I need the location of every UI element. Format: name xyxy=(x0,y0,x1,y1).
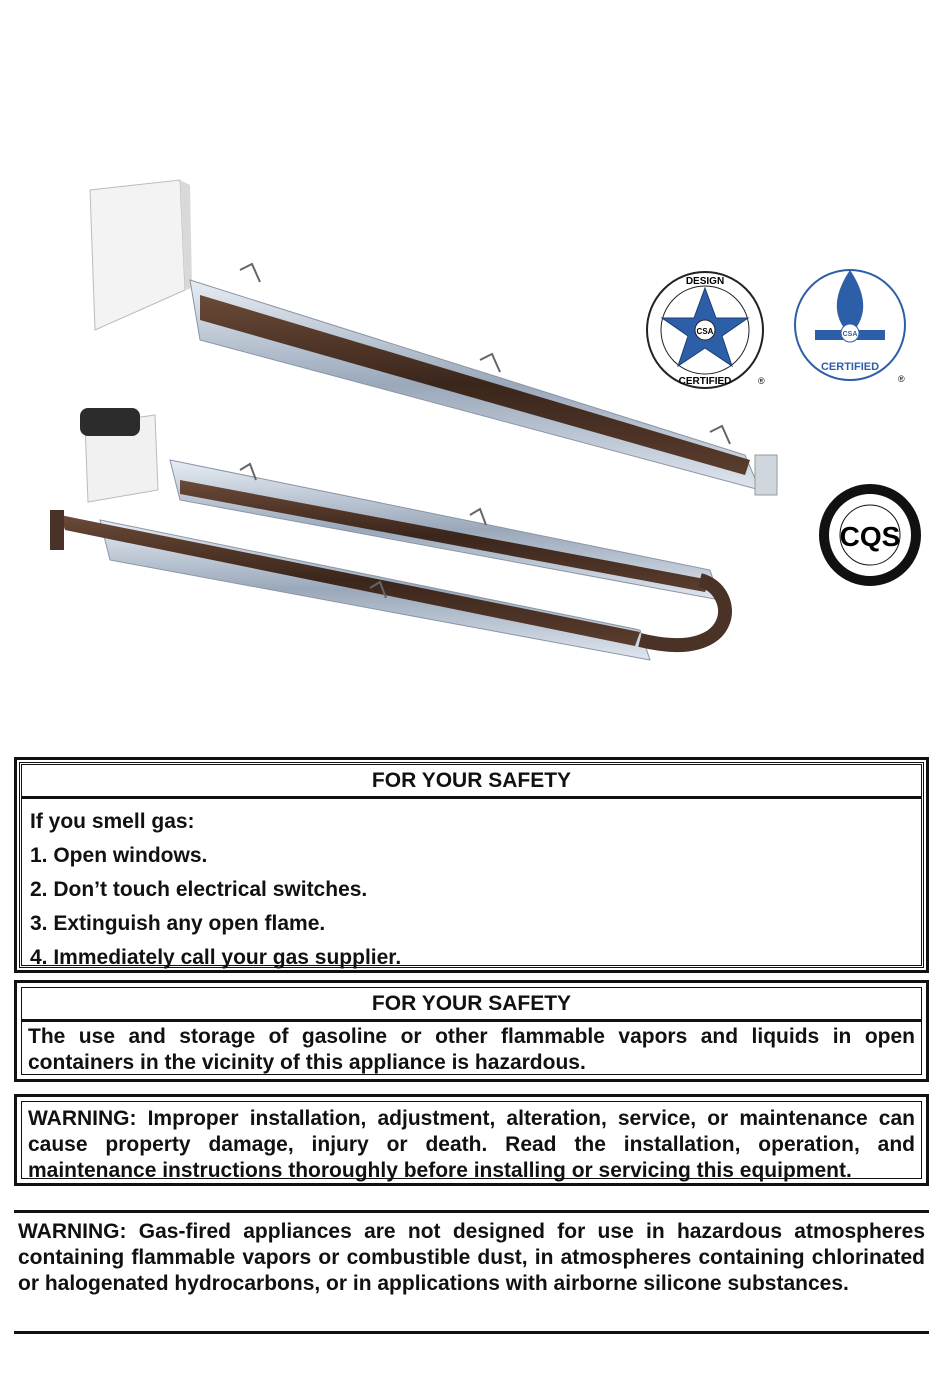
warning-hazardous-atmospheres xyxy=(14,1210,929,1334)
csa-logo-mark: ® xyxy=(898,374,905,384)
safety-heading: FOR YOUR SAFETY xyxy=(22,988,921,1022)
warning-installation xyxy=(14,1094,929,1186)
safety-box-flammable-frame xyxy=(21,987,922,1075)
safety-box-flammable xyxy=(14,980,929,1082)
csa-logo-center: CSA xyxy=(842,331,858,338)
gas-smell-intro: If you smell gas: xyxy=(30,810,195,833)
flammable-notice: The use and storage of gasoline or other flammable vapors and liquids in open containers in the vicinity of this appliance is hazardous. xyxy=(28,1025,915,1074)
design-logo-center: CSA xyxy=(696,327,714,336)
product-illustration xyxy=(40,170,930,710)
cqs-logo xyxy=(824,489,916,581)
gas-smell-instructions xyxy=(22,799,921,975)
instruction-item: 2. Don’t touch electrical switches. xyxy=(30,878,368,901)
warning-installation-frame xyxy=(21,1101,922,1182)
safety-box-gas-smell-frame xyxy=(21,764,922,969)
safety-box-gas-smell xyxy=(14,757,929,973)
warning-hazardous-text: WARNING: Gas-fired appliances are not designed for use in hazardous atmospheres containing flammable vapors or combustible dust, in atmospheres containing chlorinated or halogenated hydrocarbons, or in applications with airborne silicone substances. xyxy=(18,1220,925,1295)
cqs-logo-center: CQS xyxy=(839,521,901,552)
instruction-item: 3. Extinguish any open flame. xyxy=(30,912,326,935)
design-logo-top-text: DESIGN xyxy=(685,276,725,287)
instruction-item: 1. Open windows. xyxy=(30,844,208,867)
design-certified-logo xyxy=(647,272,765,388)
design-logo-mark: ® xyxy=(758,376,765,386)
csa-logo-text: CERTIFIED xyxy=(820,361,880,373)
instruction-item: 4. Immediately call your gas supplier. xyxy=(30,946,402,969)
safety-heading: FOR YOUR SAFETY xyxy=(22,765,921,799)
design-logo-bottom-text: CERTIFIED xyxy=(678,376,732,387)
csa-certified-logo xyxy=(795,270,905,384)
warning-installation-text: WARNING: Improper installation, adjustment, alteration, service, or maintenance can cause property damage, injury or death. Read the installation, operation, and maintenance instructions thoroughly before installing or servicing this equipment. xyxy=(28,1107,915,1182)
